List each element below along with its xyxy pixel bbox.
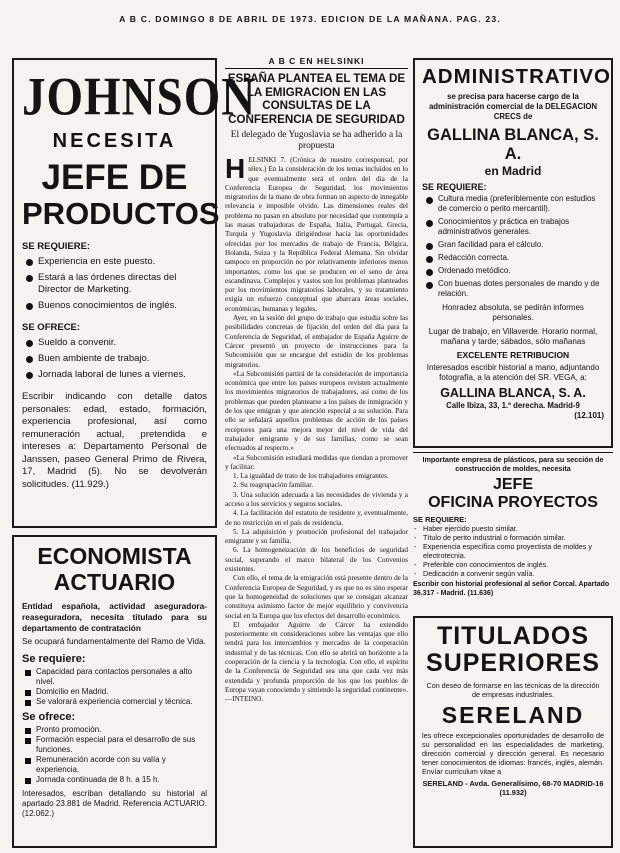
economista-offer-item: Remuneración acorde con su valía y experiencia. [22, 755, 207, 775]
jefe-intro: Importante empresa de plásticos, para su sección de construcción de moldes, necesita [422, 455, 604, 473]
article-paragraph: «La Subcomisión partirá de la consideración de importancia económica que entre los países europeos revisten actualmente los movimientos migratorios de trabajadores, así como de los problemas que pueden plantearse a los países de inmigración y de los que emigran y que atención especial a su solución. Para ello se señalará aquellos problemas de acción de los países receptores para una mejora mejor del nivel de vida del trabajador emigrante y de sus familias, como se sean efectuados al respecto.» [225, 369, 408, 453]
article-dropcap: H [225, 153, 246, 184]
jefe-require-item: - Título de perito industrial o formación similar. [413, 533, 613, 542]
article-paragraph: Con ello, el tema de la emigración está presente dentro de la Conferencia Europea de Seguridad, y es que no es sino esperar que la homogeneidad de soluciones que se consigan alcanzar constituya asimismo factor de mejor equilibrio y convivencia social en la Europa que los efectos del desarrollo económico. [225, 574, 408, 620]
economista-footer: Interesados, escriban detallando su historial al apartado 23.881 de Madrid. Referencia ACTUARIO. (12.062.) [22, 789, 207, 818]
gallina-company: GALLINA BLANCA, S. A. [427, 126, 599, 163]
jefe-requires-label: SE REQUIERE: [413, 515, 467, 524]
gallina-ad [413, 58, 613, 448]
gallina-city: en Madrid [484, 164, 542, 178]
jefe-require-item: - Experiencia específica como proyectista de moldes y electrotecnia. [413, 542, 613, 560]
page-header: A B C. DOMINGO 8 DE ABRIL DE 1973. EDICION DE LA MAÑANA. PAG. 23. [119, 14, 501, 24]
article-paragraph: Ayer, en la sesión del grupo de trabajo que estudia sobre las posibilidades concretas de fijación del orden del día para la Conferencia de Seguridad, el embajador de España Aguirre de Cárcer presentó un proyecto de instrucciones para la Subcomisión que se encargue del estudio de los problemas migratorios. [225, 314, 408, 369]
gallina-require-item: Conocimientos y práctica en trabajos administrativos generales. [422, 217, 604, 237]
gallina-company2: GALLINA BLANCA, S. A. [440, 386, 586, 400]
article-kicker: A B C EN HELSINKI [268, 56, 365, 66]
johnson-require-item: Experiencia en este puesto. [22, 256, 207, 268]
gallina-line4: Interesados escribir historial a mano, adjuntando fotografía, a la atención del SR. VEGA, a: [426, 363, 600, 382]
gallina-require-item: Cultura media (preferiblemente con estudios de comercio o perito mercantil). [422, 194, 604, 214]
economista-require-item: Domicilio en Madrid. [22, 687, 207, 697]
jefe-title2: OFICINA PROYECTOS [428, 494, 598, 511]
johnson-title1: JEFE DE [41, 158, 188, 197]
johnson-offer-item: Jornada laboral de lunes a viernes. [22, 369, 207, 381]
economista-ad [12, 535, 217, 848]
gallina-line2: Lugar de trabajo, en Villaverde. Horario normal, mañana y tarde; sábados, sólo mañanas [428, 327, 598, 346]
gallina-address: Calle Ibiza, 33, 1.º derecha. Madrid-9 [446, 401, 580, 410]
article-list-item: 3. Una solución adecuada a las necesidades de vivienda y a acceso a los servicios y seguros sociales. [225, 490, 408, 508]
johnson-offer-item: Sueldo a convenir. [22, 337, 207, 349]
jefe-title1: JEFE [492, 476, 533, 493]
jefe-require-item: - Haber ejercido puesto similar. [413, 524, 613, 533]
titulados-address: SERELAND - Avda. Generalísimo, 68-70 MADRID-16 (11.932) [422, 779, 604, 797]
economista-require-item: Capacidad para contactos personales a alto nivel. [22, 667, 207, 687]
article [225, 56, 408, 848]
gallina-ref: (12.101) [574, 411, 604, 420]
economista-offer-item: Pronto promoción. [22, 725, 207, 735]
titulados-ad [413, 616, 613, 848]
gallina-line3: EXCELENTE RETRIBUCION [456, 350, 570, 360]
jefe-require-item: - Dedicación a convenir según valía. [413, 569, 613, 578]
johnson-brand: JOHNSON [22, 67, 257, 127]
johnson-title2: PRODUCTOS [22, 196, 220, 231]
article-headline: ESPAÑA PLANTEA EL TEMA DE LA EMIGRACION EN LAS CONSULTAS DE LA CONFERENCIA DE SEGURIDAD [227, 72, 406, 126]
article-list-item: 6. La homogeneización de los beneficios de seguridad social, superando el marco bilateral de los Convenios existentes. [225, 546, 408, 574]
article-kicker-rule [225, 68, 408, 69]
johnson-require-item: Buenos conocimientos de inglés. [22, 300, 207, 312]
gallina-line1: Honradez absoluta, se pedirán informes personales. [442, 303, 584, 322]
economista-require-item: Se valorará experiencia comercial y técnica. [22, 697, 207, 707]
titulados-title1: TITULADOS [436, 622, 590, 650]
article-paragraph: El embajador Aguirre de Cárcer ha extendido posteriormente en consideraciones sobre las ventajas que ello tendrá para los intercambios y mercados de la cooperación industrial y de las técnicas. Con ello se abrirá un horizonte a la cooperación de la ciencia y la tecnología. Con ello, el espíritu de la Conferencia de Seguridad sea una que cada vez más extendida y profunda proporción de los que los pueblos de Europa vayan conociendo y sintiendo la seguridad continente». —INTEINO. [225, 620, 408, 704]
titulados-company: SERELAND [441, 702, 585, 728]
jefe-ad [413, 452, 613, 610]
johnson-offer-item: Buen ambiente de trabajo. [22, 353, 207, 365]
article-paragraph: ELSINKI 7. (Crónica de nuestro corresponsal, por télex.) En la consideración de los temas incluidos en lo que eventualmente será el orden del día de la Conferencia Europea de Seguridad, los movimientos migratorios de la mano de obra forman un aspecto de innegable relevancia e imposible olvido. Las dimensiones reales del problema no pasan en absoluto por necesidad que contempla a las masas trabajadoras de España, Italia, Portugal, Grecia, Turquía y Yugoslavia dirigiéndose hacia las oportunidades ofrecidas por los mercados de trabajo de Francia, Bélgica, Holanda, Suiza y la República Federal Alemana. Sin olvidar tampoco en proporción no por relativamente inferiores menos importantes, como los que se producen en el seno de área escandinava. Complejos y vastos son los problemas planteados por los movimientos migratorios laborales, y su tratamiento exigía un esfuerzo conceptual que abarcara áreas sociales, económicas, humanas y legales. [225, 156, 408, 313]
jefe-top-rule [413, 452, 613, 453]
johnson-body: Escribir indicando con detalle datos personales: edad, estado, formación, experiencia profesional, así como remuneración actual, pretendida e intereses a: Departamento Personal de Janssen, paseo General Primo de Rivera, 17, Madrid (5). No se devolverán solicitudes. (11.929.) [22, 391, 207, 490]
article-list-item: 2. Su reagrupación familiar. [233, 481, 314, 490]
gallina-require-item: Gran facilidad para el cálculo. [422, 240, 604, 250]
johnson-necesita: NECESITA [52, 130, 177, 152]
gallina-require-item: Ordenado metódico. [422, 266, 604, 276]
johnson-requires-label: SE REQUIERE: [22, 241, 91, 252]
jefe-footer: Escribir con historial profesional al señor Corcal. Apartado 36.317 - Madrid. (11.636) [413, 581, 610, 597]
economista-intro2: Se ocupará fundamentalmente del Ramo de Vida. [22, 636, 206, 646]
titulados-title2: SUPERIORES [426, 649, 600, 677]
jefe-require-item: - Preferible con conocimientos de inglés. [413, 560, 613, 569]
titulados-intro: Con deseo de formarse en las técnicas de la dirección de empresas industriales. [426, 681, 600, 699]
gallina-intro: se precisa para hacerse cargo de la administración comercial de la DELEGACION CRECS de [428, 92, 598, 121]
gallina-require-item: Con buenas dotes personales de mando y de relación. [422, 279, 604, 299]
economista-intro: Entidad española, actividad aseguradora-reaseguradora, necesita titulado para su departamento de contratación [22, 601, 207, 633]
economista-title2: ACTUARIO [53, 569, 176, 595]
titulados-body: les ofrece excepcionales oportunidades de desarrollo de su personalidad en las especialidades de marketing, dirección comercial y dirección general. Es necesario tener conocimientos de idiomas: francés, inglés, alemán. Envíar curriculum vitae a [422, 731, 604, 776]
article-paragraph: «La Subcomisión estudiará medidas que tiendan a promover y facilitar: [225, 453, 408, 471]
gallina-require-item: Redacción correcta. [422, 253, 604, 263]
gallina-title: ADMINISTRATIVO [422, 65, 612, 88]
article-list-item: 4. La facilitación del estatuto de residente y, eventualmente, de no restricción en el país de residencia. [225, 509, 408, 527]
johnson-ad [12, 58, 257, 528]
economista-offer-item: Jornada continuada de 8 h. a 15 h. [22, 775, 207, 785]
article-subhead: El delegado de Yugoslavia se ha adherido a la propuesta [230, 130, 403, 151]
economista-offer-item: Formación especial para el desarrollo de sus funciones. [22, 735, 207, 755]
economista-requires-label: Se requiere: [22, 653, 86, 665]
economista-offers-label: Se ofrece: [22, 711, 76, 723]
gallina-requires-label: SE REQUIERE: [422, 182, 487, 192]
economista-title1: ECONOMISTA [37, 543, 192, 569]
johnson-offers-label: SE OFRECE: [22, 322, 81, 333]
johnson-require-item: Estará a las órdenes directas del Director de Marketing. [22, 272, 207, 296]
article-list-item: 1. La igualdad de trato de los trabajadores emigrantes. [233, 472, 389, 481]
article-list-item: 5. La adquisición y promoción profesional del trabajador emigrante y su familia. [225, 527, 408, 546]
